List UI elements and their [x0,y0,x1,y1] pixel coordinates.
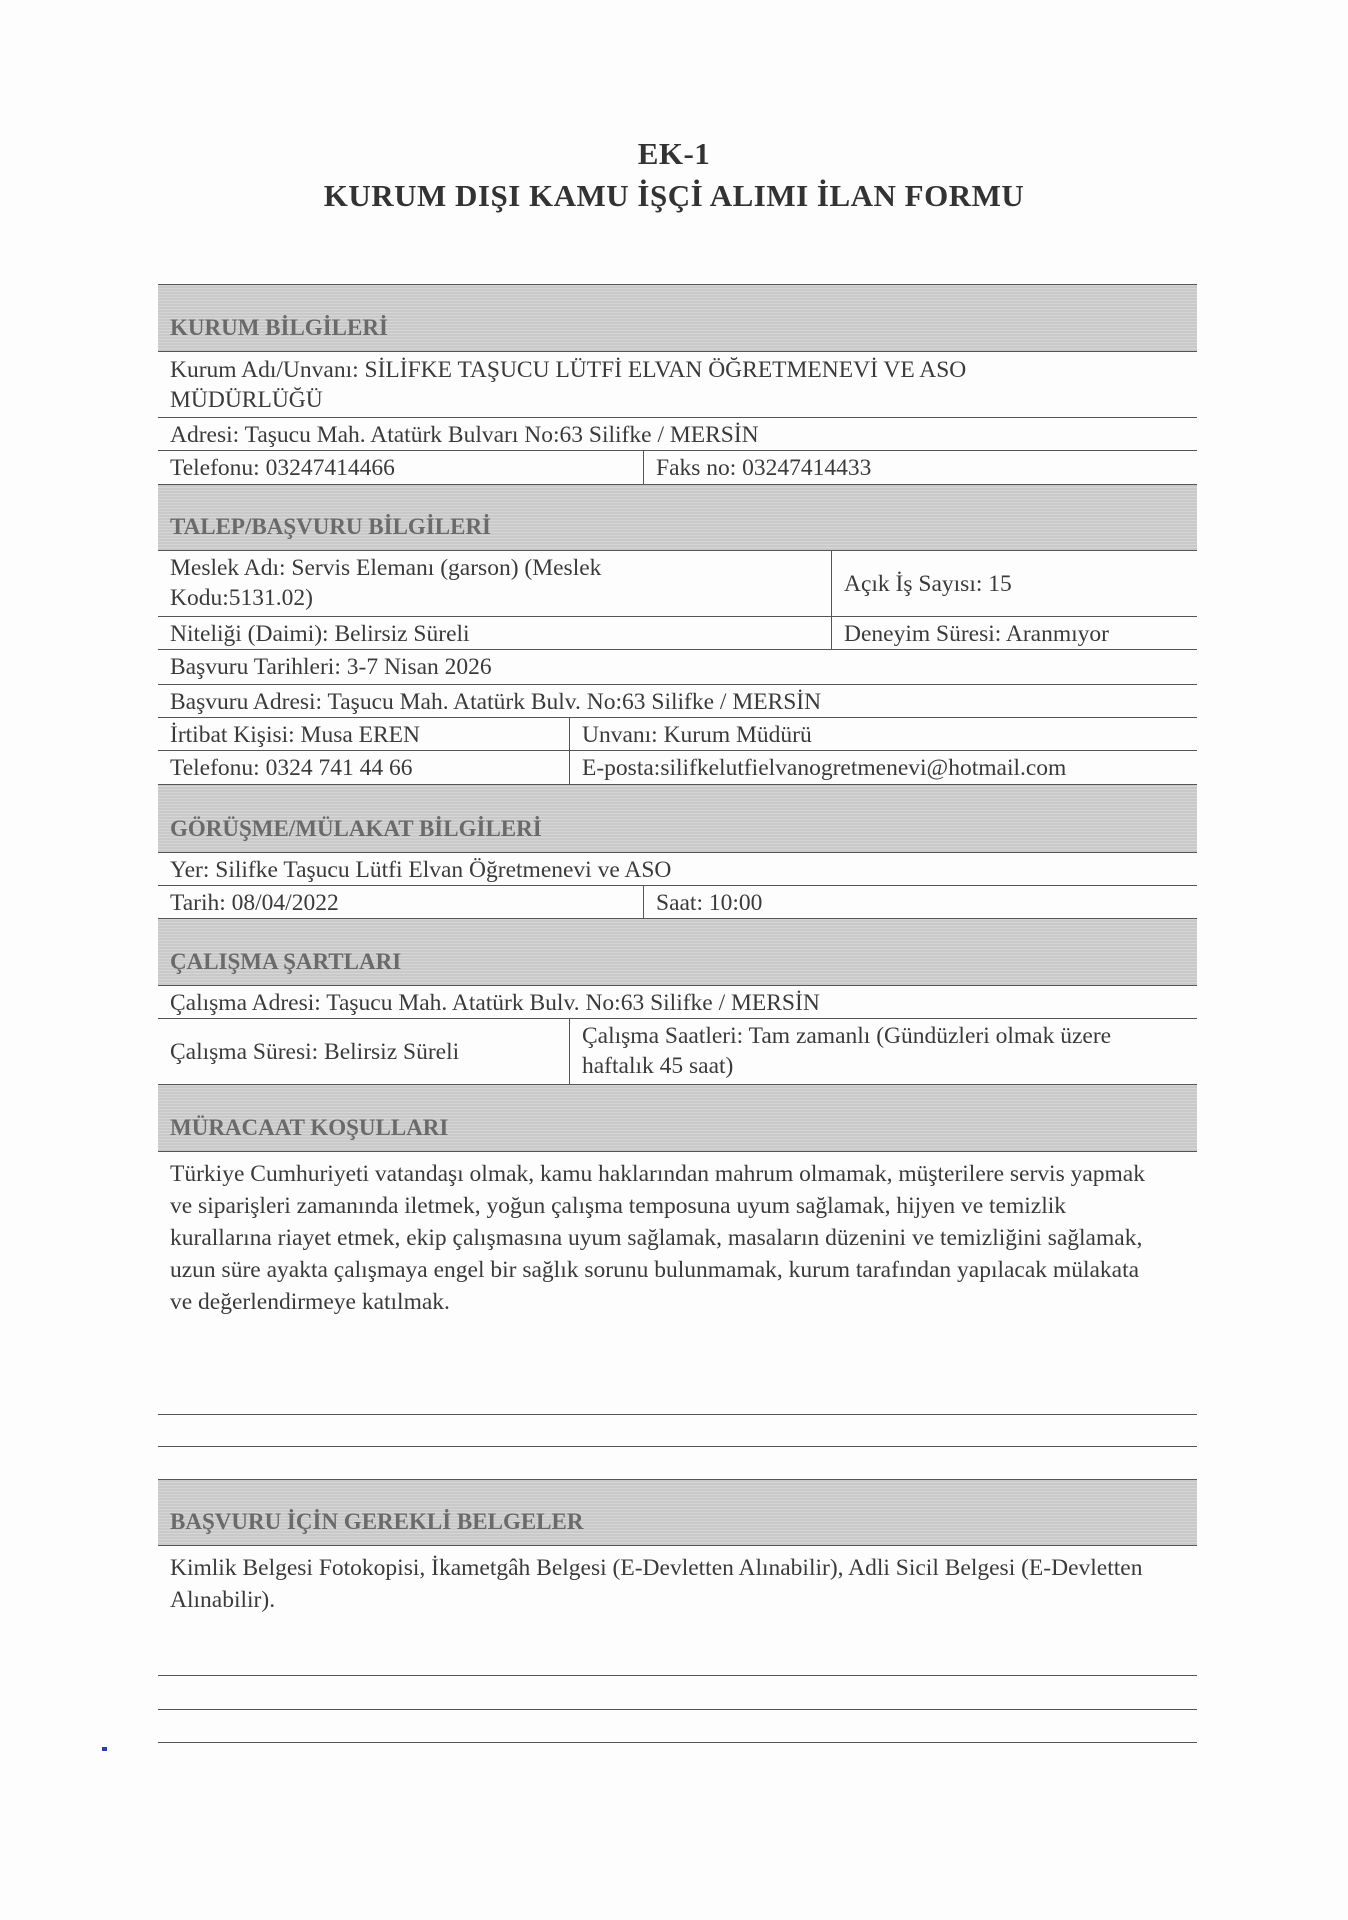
empty-row [158,1447,1197,1480]
calisma-saatleri: Çalışma Saatleri: Tam zamanlı (Gündüzleri olmak üzere haftalık 45 saat) [569,1019,1197,1084]
kurum-telefon-row [158,451,1197,485]
section-title: KURUM BİLGİLERİ [170,315,388,340]
section-header-gorusme [158,785,1197,853]
basvuru-adresi: Başvuru Adresi: Taşucu Mah. Atatürk Bulv. No:63 Silifke / MERSİN [170,689,822,715]
kurum-telefon: Telefonu: 03247414466 [170,455,395,481]
meslek-row [158,551,1197,617]
irtibat-telefon: Telefonu: 0324 741 44 66 [170,755,413,781]
belgeler-row [158,1546,1197,1676]
irtibat-row [158,718,1197,751]
gorusme-tarihi: Tarih: 08/04/2022 [170,890,339,916]
acik-is-sayisi: Açık İş Sayısı: 15 [831,551,1197,616]
section-title: GÖRÜŞME/MÜLAKAT BİLGİLERİ [170,816,542,841]
section-title: ÇALIŞMA ŞARTLARI [170,949,402,974]
tarih-row [158,886,1197,919]
basvuru-adresi-row [158,685,1197,718]
iletisim-row [158,751,1197,785]
meslek-adi: Meslek Adı: Servis Elemanı (garson) (Meslek Kodu:5131.02) [170,555,602,611]
basvuru-tarihleri: Başvuru Tarihleri: 3-7 Nisan 2026 [170,654,492,680]
calisma-suresi: Çalışma Süresi: Belirsiz Süreli [170,1038,460,1065]
irtibat-kisisi: İrtibat Kişisi: Musa EREN [170,722,420,748]
muracaat-row [158,1152,1197,1415]
empty-row [158,1676,1197,1710]
kurum-adi-row [158,352,1197,418]
eposta: E-posta:silifkelutfielvanogretmenevi@hotmail.com [569,751,1197,784]
section-title: MÜRACAAT KOŞULLARI [170,1115,449,1140]
basvuru-tarihleri-row [158,650,1197,685]
kurum-adi: Kurum Adı/Unvanı: SİLİFKE TAŞUCU LÜTFİ ELVAN ÖĞRETMENEVİ VE ASO MÜDÜRLÜĞÜ [170,357,967,413]
calisma-adresi: Çalışma Adresi: Taşucu Mah. Atatürk Bulv. No:63 Silifke / MERSİN [170,990,820,1016]
section-header-kurum [158,284,1197,352]
section-title: BAŞVURU İÇİN GEREKLİ BELGELER [170,1509,584,1534]
section-header-muracaat [158,1085,1197,1152]
empty-row [158,1415,1197,1447]
nitelik-row [158,617,1197,650]
calisma-suresi-row [158,1019,1197,1085]
kurum-faks: Faks no: 03247414433 [643,451,1197,484]
kurum-adres-row [158,418,1197,451]
scan-mark [102,1747,107,1751]
kurum-adres: Adresi: Taşucu Mah. Atatürk Bulvarı No:63 Silifke / MERSİN [170,422,759,448]
document-subtitle: KURUM DIŞI KAMU İŞÇİ ALIMI İLAN FORMU [323,178,1025,213]
yer-row [158,853,1197,886]
section-header-talep [158,485,1197,551]
document-title: EK-1 [637,136,711,171]
nitelik: Niteliği (Daimi): Belirsiz Süreli [170,621,470,647]
unvan: Unvanı: Kurum Müdürü [569,718,1197,750]
gerekli-belgeler: Kimlik Belgesi Fotokopisi, İkametgâh Belgesi (E-Devletten Alınabilir), Adli Sicil Belgesi (E-Devletten Alınabilir). [170,1555,1143,1613]
calisma-adresi-row [158,986,1197,1019]
gorusme-saati: Saat: 10:00 [643,886,1197,918]
section-header-calisma [158,919,1197,986]
section-title: TALEP/BAŞVURU BİLGİLERİ [170,514,492,539]
section-header-belgeler [158,1480,1197,1546]
muracaat-kosullari: Türkiye Cumhuriyeti vatandaşı olmak, kamu haklarından mahrum olmamak, müşterilere servis yapmak ve siparişleri zamanında iletmek, yoğun çalışma temposuna uyum sağlamak, hijyen ve temizlik kurallarına riayet etmek, ekip çalışmasına uyum sağlamak, masaların düzenini ve temizliğini sağlamak, uzun süre ayakta çalışmaya engel bir sağlık sorunu bulunmamak, kurum tarafından yapılacak mülakata ve değerlendirmeye katılmak. [170,1161,1145,1315]
gorusme-yeri: Yer: Silifke Taşucu Lütfi Elvan Öğretmenevi ve ASO [170,857,672,883]
deneyim-suresi: Deneyim Süresi: Aranmıyor [831,617,1197,649]
empty-row [158,1710,1197,1743]
